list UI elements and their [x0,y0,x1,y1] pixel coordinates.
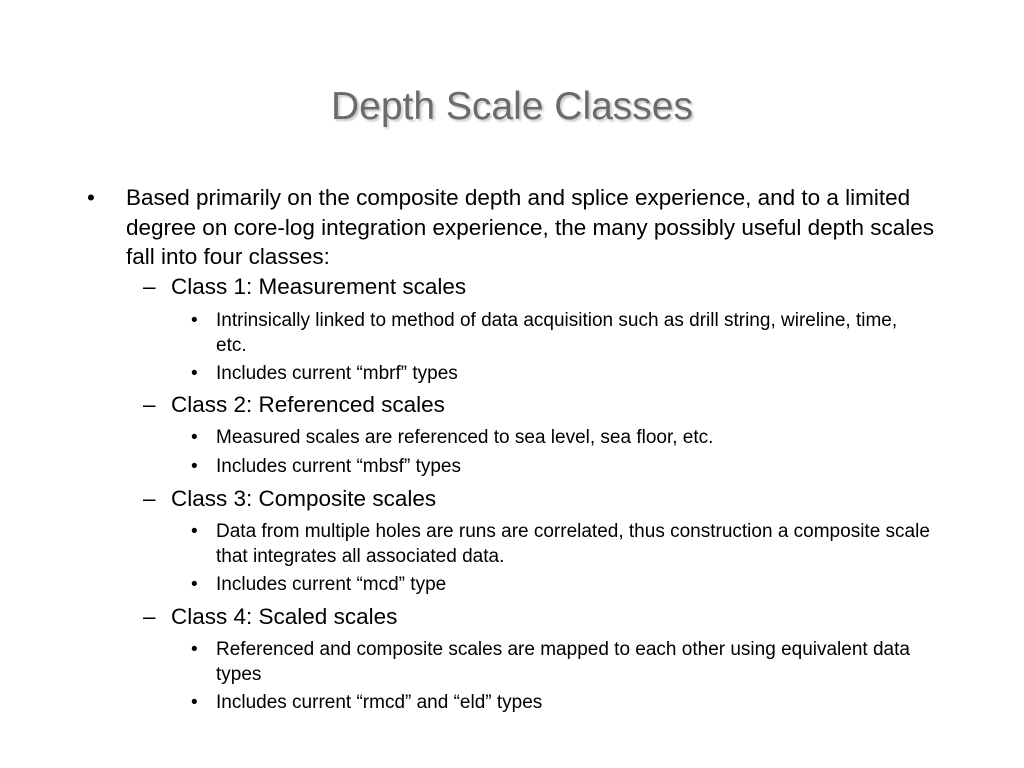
class-subitem-text: Intrinsically linked to method of data acquisition such as drill string, wireline, time, etc. [216,310,898,356]
class-subitem-text: Measured scales are referenced to sea level, sea floor, etc. [216,427,714,448]
dash-glyph: – [143,604,156,629]
class-label: Class 1: Measurement scales [171,274,467,299]
bullet-glyph: • [191,456,198,477]
bullet-glyph: • [191,521,198,542]
class-subitem-text: Referenced and composite scales are mapped to each other using equivalent data types [216,639,910,685]
bullet-glyph: • [191,363,198,384]
dash-glyph: – [143,392,156,417]
class-subitem [191,520,931,569]
class-label: Class 4: Scaled scales [171,604,398,629]
class-label: Class 2: Referenced scales [171,392,445,417]
class-item [143,272,943,301]
class-subitem-text: Includes current “mbsf” types [216,456,461,477]
bullet-glyph: • [191,574,198,595]
bullet-glyph: • [87,185,95,210]
dash-glyph: – [143,486,156,511]
class-subitem [191,638,931,687]
bullet-glyph: • [191,692,198,713]
class-item [143,602,943,631]
bullet-glyph: • [191,310,198,331]
class-item [143,484,943,513]
class-subitem [191,309,931,358]
class-subitem-text: Includes current “mcd” type [216,574,447,595]
class-subitem [191,455,931,480]
class-item [143,390,943,419]
class-subitem [191,426,931,451]
class-subitem [191,573,931,598]
class-subitem [191,362,931,387]
class-label: Class 3: Composite scales [171,486,437,511]
dash-glyph: – [143,274,156,299]
class-subitem-text: Includes current “rmcd” and “eld” types [216,692,543,713]
slide-title: Depth Scale Classes [330,85,693,128]
class-subitem [191,691,931,716]
intro-bullet [87,183,947,272]
class-subitem-text: Data from multiple holes are runs are correlated, thus construction a composite scale that integrates all associated data. [216,521,930,567]
intro-text: Based primarily on the composite depth and splice experience, and to a limited degree on core-log integration experience, the many possibly useful depth scales fall into four classes: [126,185,934,269]
bullet-glyph: • [191,427,198,448]
bullet-glyph: • [191,639,198,660]
class-subitem-text: Includes current “mbrf” types [216,363,458,384]
